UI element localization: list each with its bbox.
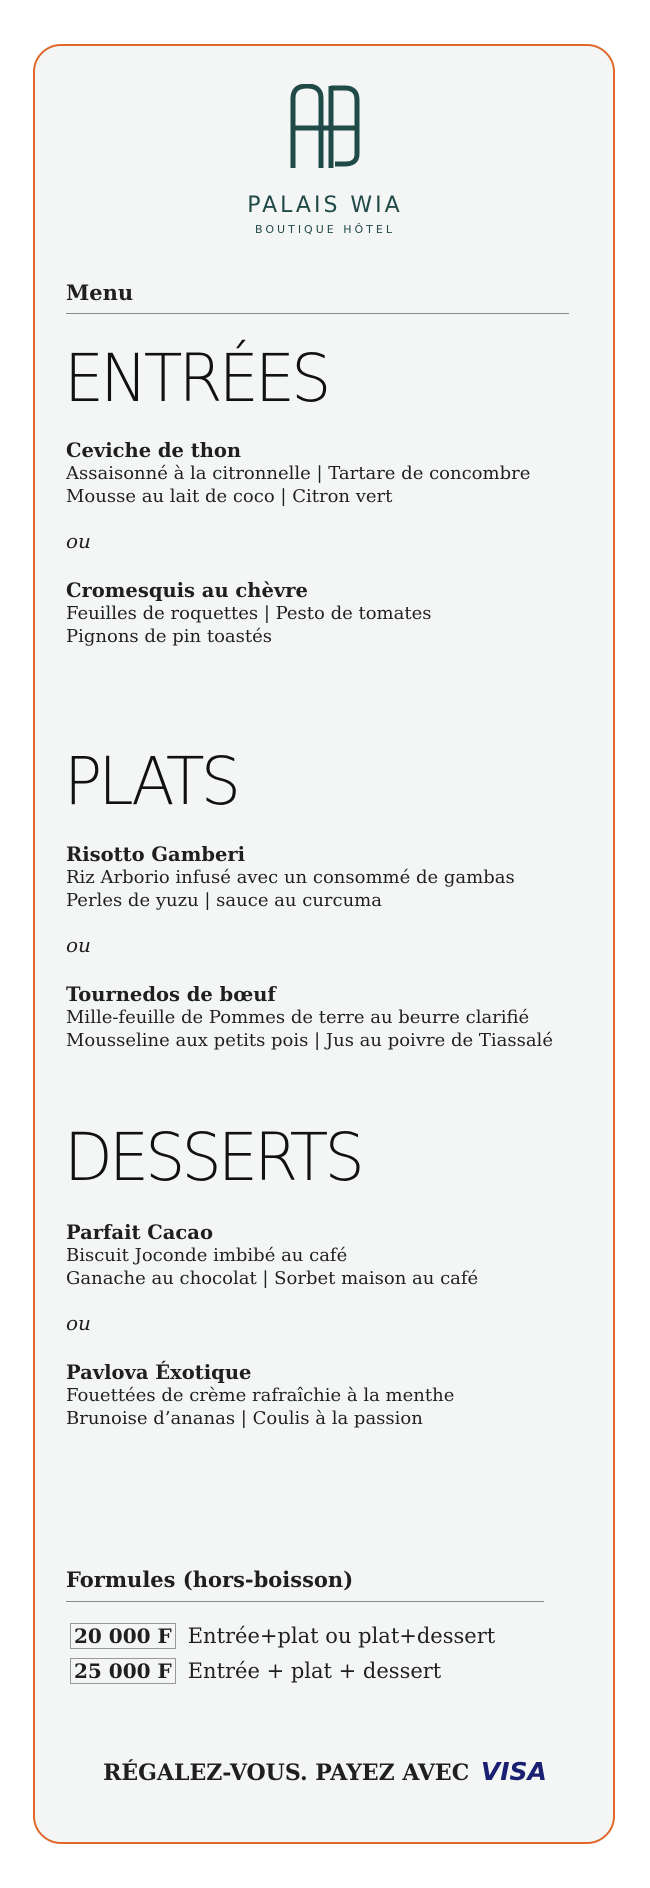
footer-tagline (0, 1757, 650, 1786)
separator-ou: ou (66, 529, 91, 553)
menu-divider (66, 313, 569, 314)
section-title-entrees: ENTRÉES (64, 340, 328, 417)
dish-pavlova (66, 1361, 454, 1430)
price-badge: 20 000 F (70, 1623, 176, 1649)
formule-label: Entrée+plat ou plat+dessert (187, 1624, 496, 1648)
dish-line: Pignons de pin toastés (66, 626, 273, 647)
dish-line: Ganache au chocolat | Sorbet maison au café (66, 1268, 479, 1289)
formule-row (70, 1658, 441, 1684)
brand-subtitle: BOUTIQUE HÔTEL (255, 223, 395, 236)
dish-line: Riz Arborio infusé avec un consommé de gambas (66, 867, 515, 888)
dish-line: Mousse au lait de coco | Citron vert (66, 486, 393, 507)
dish-risotto (66, 843, 515, 912)
dish-line: Brunoise d’ananas | Coulis à la passion (66, 1408, 423, 1429)
visa-logo: VISA (480, 1757, 547, 1786)
dish-name: Cromesquis au chèvre (66, 579, 308, 602)
formule-row (70, 1623, 495, 1649)
price-badge: 25 000 F (70, 1658, 176, 1684)
dish-line: Biscuit Joconde imbibé au café (66, 1245, 348, 1266)
separator-ou: ou (66, 1311, 91, 1335)
section-title-plats: PLATS (64, 743, 238, 820)
dish-line: Perles de yuzu | sauce au curcuma (66, 890, 382, 911)
dish-tournedos (66, 983, 553, 1052)
footer-text: RÉGALEZ-VOUS. PAYEZ AVEC (103, 1760, 470, 1786)
separator-ou: ou (66, 933, 91, 957)
dish-parfait (66, 1221, 478, 1290)
dish-line: Assaisonné à la citronnelle | Tartare de concombre (66, 463, 531, 484)
menu-label: Menu (66, 280, 134, 305)
dish-name: Ceviche de thon (66, 439, 242, 462)
dish-line: Mousseline aux petits pois | Jus au poivre de Tiassalé (66, 1030, 553, 1051)
formules-title: Formules (hors-boisson) (66, 1567, 354, 1592)
dish-ceviche (66, 439, 530, 508)
formule-label: Entrée + plat + dessert (187, 1659, 442, 1683)
dish-line: Fouettées de crème rafraîchie à la menthe (66, 1385, 455, 1406)
formules-divider (66, 1601, 544, 1602)
dish-name: Parfait Cacao (66, 1221, 213, 1244)
brand-name: PALAIS WIA (247, 193, 403, 218)
dish-line: Mille-feuille de Pommes de terre au beurre clarifié (66, 1007, 530, 1028)
dish-name: Risotto Gamberi (66, 843, 246, 866)
dish-line: Feuilles de roquettes | Pesto de tomates (66, 603, 432, 624)
ph-monogram-icon (287, 84, 363, 172)
section-title-desserts: DESSERTS (64, 1119, 361, 1196)
dish-name: Tournedos de bœuf (66, 983, 276, 1006)
dish-name: Pavlova Éxotique (66, 1361, 252, 1384)
dish-cromesquis (66, 579, 431, 648)
